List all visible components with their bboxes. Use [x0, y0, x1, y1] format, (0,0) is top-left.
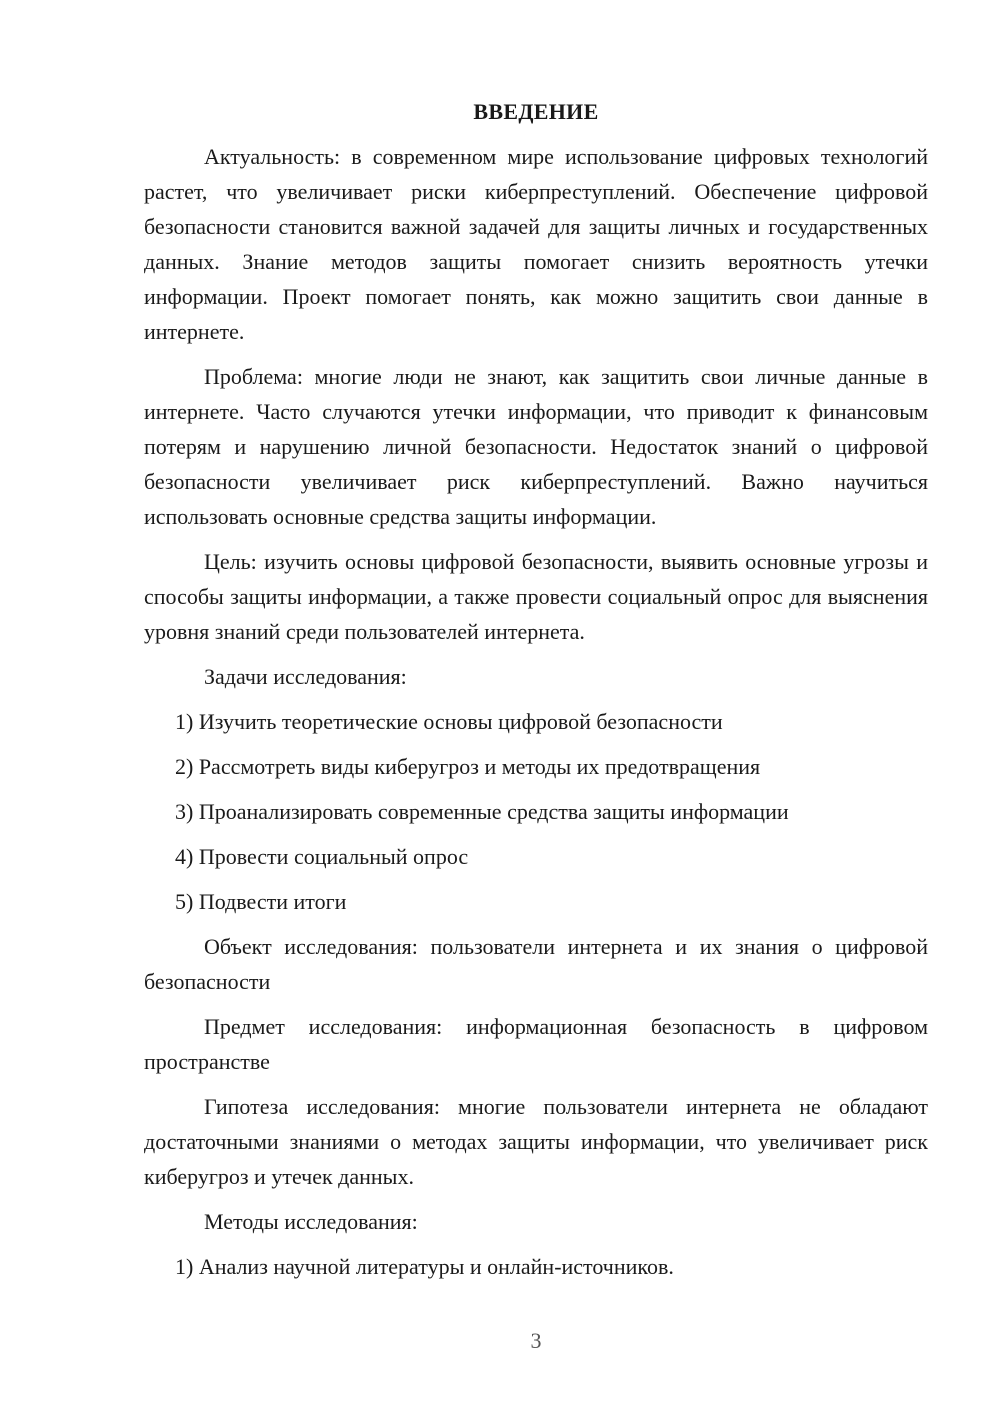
paragraph-object: Объект исследования: пользователи интернета и их знания о цифровой безопасности [144, 934, 928, 994]
page-number: 3 [530, 1328, 542, 1353]
paragraph-goal: Цель: изучить основы цифровой безопасности, выявить основные угрозы и способы защиты информации, а также провести социальный опрос для выяснения уровня знаний среди пользователей интернета. [144, 549, 928, 644]
paragraph-relevance: Актуальность: в современном мире использование цифровых технологий растет, что увеличивает риски киберпреступлений. Обеспечение цифровой безопасности становится важной задачей для защиты личных и государственных данных. Знание методов защиты помогает снизить вероятность утечки информации. Проект помогает понять, как можно защитить свои данные в интернете. [144, 144, 928, 344]
paragraph-subject: Предмет исследования: информационная безопасность в цифровом пространстве [144, 1014, 928, 1074]
task-item: 2) Рассмотреть виды киберугроз и методы их предотвращения [175, 754, 761, 779]
section-title: ВВЕДЕНИЕ [473, 99, 599, 124]
task-item: 1) Изучить теоретические основы цифровой безопасности [175, 709, 723, 734]
paragraph-problem: Проблема: многие люди не знают, как защитить свои личные данные в интернете. Часто случаются утечки информации, что приводит к финансовым потерям и нарушению личной безопасности. Недостаток знаний о цифровой безопасности увеличивает риск киберпреступлений. Важно научиться использовать основные средства защиты информации. [144, 364, 928, 529]
tasks-heading: Задачи исследования: [204, 664, 407, 689]
paragraph-hypothesis: Гипотеза исследования: многие пользователи интернета не обладают достаточными знаниями о методах защиты информации, что увеличивает риск киберугроз и утечек данных. [144, 1094, 928, 1189]
method-item: 1) Анализ научной литературы и онлайн-источников. [175, 1254, 674, 1279]
task-item: 5) Подвести итоги [175, 889, 347, 914]
task-item: 4) Провести социальный опрос [175, 844, 469, 869]
task-item: 3) Проанализировать современные средства защиты информации [175, 799, 789, 824]
methods-heading: Методы исследования: [204, 1209, 418, 1234]
page-content [144, 94, 928, 1294]
